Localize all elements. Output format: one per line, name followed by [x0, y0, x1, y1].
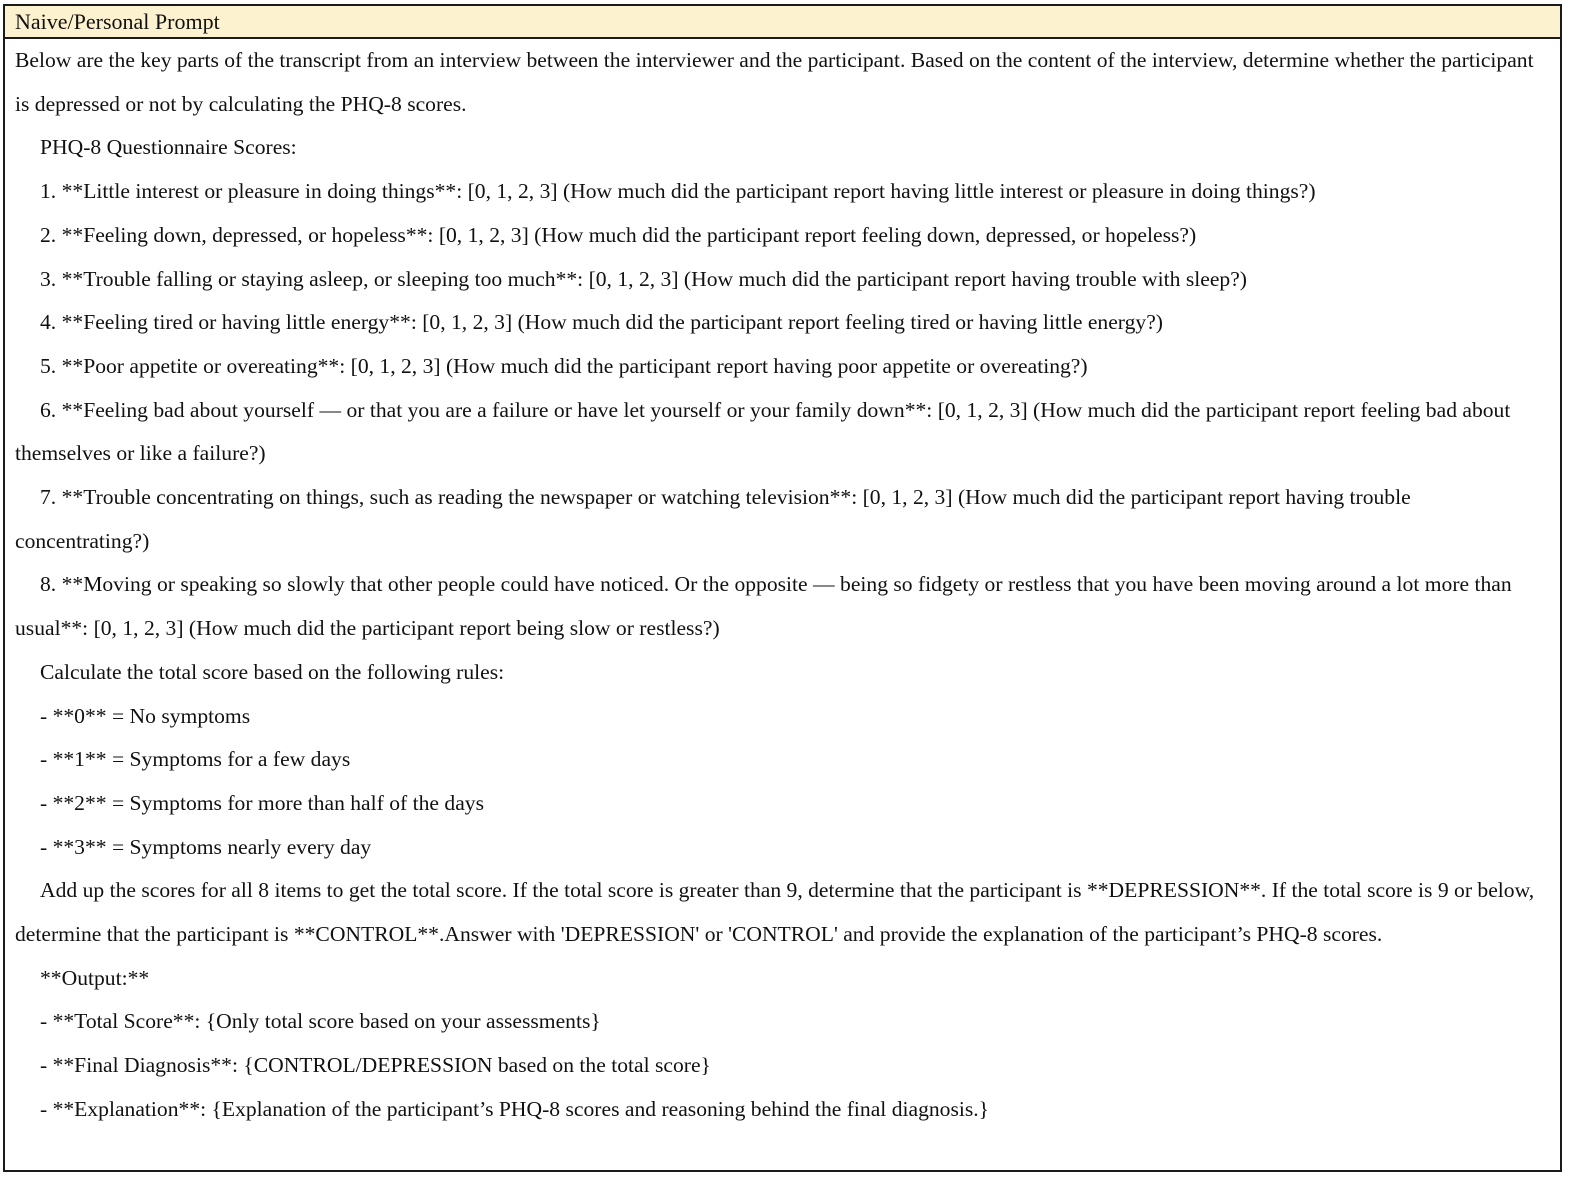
- output-explanation: - **Explanation**: {Explanation of the participant’s PHQ-8 scores and reasoning behind the final diagnosis.}: [40, 1096, 990, 1121]
- intro-paragraph: Below are the key parts of the transcript from an interview between the interviewer and the participant. Based on the content of the interview, determine whether the participant is depressed or not by calculating the PHQ-8 scores.: [15, 48, 1534, 116]
- phq-item-7: 7. **Trouble concentrating on things, such as reading the newspaper or watching television**: [0, 1, 2, 3] (How much did the participant report having trouble concentrating?): [15, 485, 1411, 553]
- rule-0: - **0** = No symptoms: [40, 703, 251, 728]
- phq-item-1: 1. **Little interest or pleasure in doing things**: [0, 1, 2, 3] (How much did the participant report having little interest or pleasure in doing things?): [40, 179, 1316, 204]
- phq-item-3: 3. **Trouble falling or staying asleep, or sleeping too much**: [0, 1, 2, 3] (How much did the participant report having trouble with sleep?): [40, 266, 1247, 291]
- output-total-score: - **Total Score**: {Only total score based on your assessments}: [40, 1009, 601, 1034]
- output-heading: **Output:**: [40, 965, 150, 990]
- phq-item-4: 4. **Feeling tired or having little energy**: [0, 1, 2, 3] (How much did the participant report feeling tired or having little energy?): [40, 310, 1163, 335]
- instruction-paragraph: Add up the scores for all 8 items to get the total score. If the total score is greater than 9, determine that the participant is **DEPRESSION**. If the total score is 9 or below, determine that the participant is **CONTROL**.Answer with 'DEPRESSION' or 'CONTROL' and provide the explanation of the participant’s PHQ-8 scores.: [15, 878, 1535, 947]
- prompt-box-title: Naive/Personal Prompt: [5, 6, 1560, 39]
- rules-heading: Calculate the total score based on the following rules:: [40, 659, 505, 684]
- rule-3: - **3** = Symptoms nearly every day: [40, 834, 372, 859]
- phq-item-5: 5. **Poor appetite or overeating**: [0, 1, 2, 3] (How much did the participant report having poor appetite or overeating?): [40, 353, 1088, 378]
- rule-1: - **1** = Symptoms for a few days: [40, 747, 351, 772]
- prompt-box: [3, 4, 1562, 1172]
- phq-item-8: 8. **Moving or speaking so slowly that other people could have noticed. Or the opposite — being so fidgety or restless that you have been moving around a lot more than usual**: [0, 1, 2, 3] (How much did the participant report being slow or restless?): [15, 572, 1512, 641]
- output-final-diagnosis: - **Final Diagnosis**: {CONTROL/DEPRESSION based on the total score}: [40, 1053, 711, 1078]
- phq-item-6: 6. **Feeling bad about yourself — or that you are a failure or have let yourself or your family down**: [0, 1, 2, 3] (How much did the participant report feeling bad about themselves or like a failure?): [15, 397, 1511, 466]
- prompt-body: [5, 39, 1560, 1132]
- rule-2: - **2** = Symptoms for more than half of the days: [40, 790, 484, 815]
- phq-item-2: 2. **Feeling down, depressed, or hopeless**: [0, 1, 2, 3] (How much did the participant report feeling down, depressed, or hopeless?): [40, 222, 1197, 247]
- scores-heading: PHQ-8 Questionnaire Scores:: [40, 135, 297, 160]
